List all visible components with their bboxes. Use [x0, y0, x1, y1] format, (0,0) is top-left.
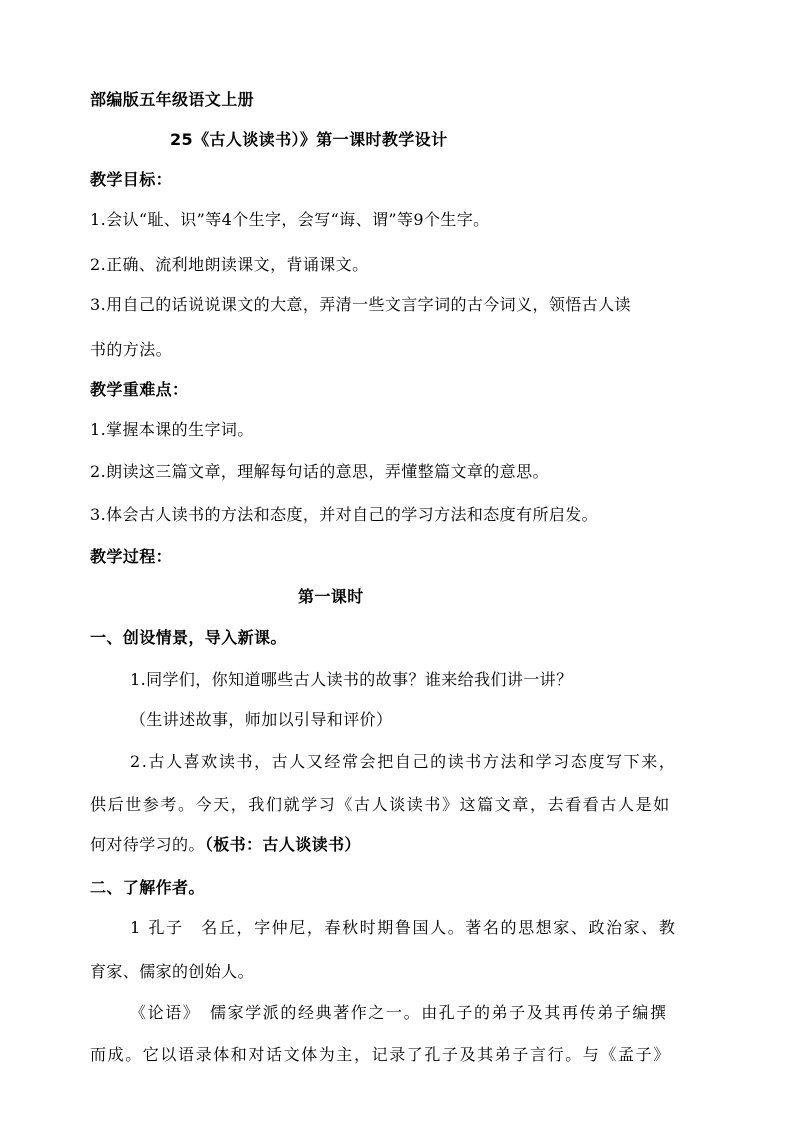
lesson-heading: 第一课时 [298, 587, 364, 606]
keypoint-item: 2.朗读这三篇文章，理解每句话的意思，弄懂整篇文章的意思。 [90, 462, 549, 481]
book-paragraph-line: 而成。它以语录体和对话文体为主，记录了孔子及其弟子言行。与《孟子》 [90, 1045, 671, 1064]
section1-heading: 一、创设情景，导入新课。 [90, 628, 287, 647]
section1-paragraph: 1.同学们，你知道哪些古人读书的故事？谁来给我们讲一讲？ [130, 670, 573, 689]
author-paragraph-line: 育家、儒家的创始人。 [90, 962, 255, 981]
doc-title: 25《古人谈读书）》第一课时教学设计 [170, 130, 448, 149]
section1-paragraph-last [90, 835, 706, 855]
section2-heading: 二、了解作者。 [90, 878, 205, 897]
goal-item: 1.会认“耻、识”等4个生字，会写“诲、谓”等9个生字。 [90, 210, 490, 229]
board-note: （板书：古人谈读书） [204, 835, 361, 854]
book-paragraph-line: 《论语》 儒家学派的经典著作之一。由孔子的弟子及其再传弟子编撰 [130, 1003, 668, 1022]
doc-header: 部编版五年级语文上册 [90, 90, 255, 109]
process-heading: 教学过程： [90, 547, 173, 566]
section1-paragraph-text: 何对待学习的。 [90, 835, 205, 854]
section1-paragraph-line: 供后世参考。今天，我们就学习《古人谈读书》这篇文章，去看看古人是如 [90, 795, 671, 814]
goal-item-continued: 书的方法。 [90, 340, 173, 359]
keypoint-item: 1.掌握本课的生字词。 [90, 420, 254, 439]
goal-item: 3.用自己的话说说课文的大意，弄清一些文言字词的古今词义，领悟古人读 [90, 295, 631, 314]
section1-note: （生讲述故事，师加以引导和评价） [130, 710, 393, 729]
author-paragraph-line: 1 孔子 名丘，字仲尼，春秋时期鲁国人。著名的思想家、政治家、教 [130, 918, 677, 937]
goal-item: 2.正确、流利地朗读课文，背诵课文。 [90, 255, 369, 274]
keypoint-item: 3.体会古人读书的方法和态度，并对自己的学习方法和态度有所启发。 [90, 505, 599, 524]
goals-heading: 教学目标： [90, 170, 173, 189]
keypoints-heading: 教学重难点： [90, 380, 189, 399]
section1-paragraph-line: 2.古人喜欢读书，古人又经常会把自己的读书方法和学习态度写下来， [130, 752, 677, 771]
